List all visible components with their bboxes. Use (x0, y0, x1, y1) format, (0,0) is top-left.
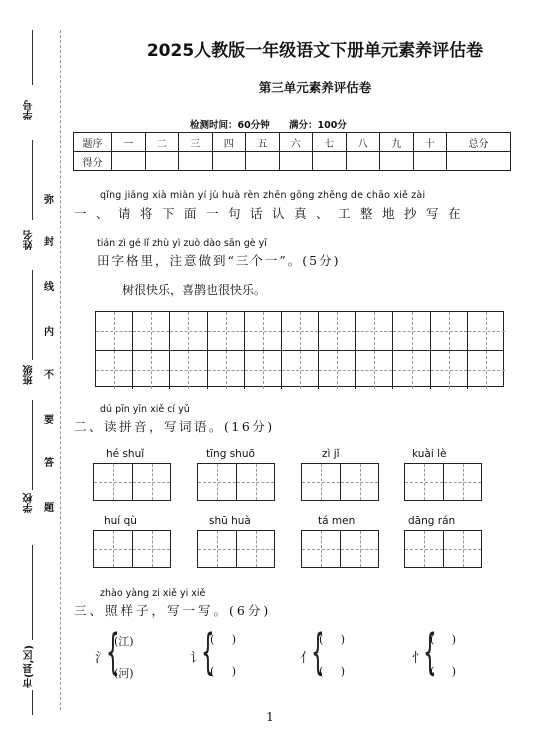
score-row-label: 得分 (74, 152, 112, 171)
seal-char: 要 (44, 410, 54, 427)
score-header-cell: 五 (246, 133, 280, 152)
label-name: 姓名 (24, 230, 35, 250)
writing-grid-cell[interactable] (96, 351, 133, 389)
q1-instruction-line1: 一、请将下面一句话认真、工整地抄写在 (74, 206, 471, 221)
answer-blank[interactable]: ( ) (210, 633, 237, 646)
score-header-cell: 八 (346, 133, 380, 152)
score-header-cell: 一 (112, 133, 146, 152)
score-cell[interactable] (279, 152, 313, 171)
writing-grid-cell[interactable] (133, 351, 170, 389)
writing-grid-row (96, 312, 503, 350)
q1-pinyin-line1: qǐng jiāng xià miàn yí jù huà rèn zhēn gōng zhěng de chāo xiě zài (100, 190, 426, 201)
writing-grid-cell[interactable] (245, 312, 282, 350)
example-word: (江) (114, 635, 134, 648)
binding-line (32, 400, 33, 490)
score-header-cell: 题序 (74, 133, 112, 152)
radical: 氵 (95, 651, 109, 666)
word-answer-box[interactable] (93, 463, 171, 501)
writing-grid-row (96, 350, 503, 388)
score-cell[interactable] (179, 152, 213, 171)
seal-char: 内 (44, 322, 54, 339)
score-cell[interactable] (447, 152, 511, 171)
writing-grid-cell[interactable] (170, 351, 207, 389)
answer-blank[interactable]: ( ) (210, 665, 237, 678)
q1-pinyin-line2: tián zì gé lǐ zhù yì zuò dào sān gè yī (97, 238, 267, 249)
score-cell[interactable] (246, 152, 280, 171)
brace: { (106, 624, 120, 680)
score-header-cell: 九 (380, 133, 414, 152)
binding-strip (0, 0, 90, 733)
radical: 亻 (300, 651, 314, 666)
writing-grid-cell[interactable] (468, 351, 505, 389)
q3-pinyin: zhào yàng zi xiě yi xiě (100, 588, 206, 599)
answer-blank[interactable]: ( ) (319, 665, 346, 678)
writing-grid-cell[interactable] (282, 351, 319, 389)
brace: { (201, 624, 215, 680)
example-word: (河) (114, 667, 134, 680)
binding-line (32, 270, 33, 360)
q1-sentence: 树很快乐，喜鹊也很快乐。 (122, 283, 267, 297)
writing-grid-cell[interactable] (319, 351, 356, 389)
score-table-header-row (74, 133, 511, 152)
page-number: 1 (266, 710, 274, 724)
score-table-score-row (74, 152, 511, 171)
writing-grid[interactable] (95, 311, 504, 387)
score-header-cell: 三 (179, 133, 213, 152)
word-pinyin: tīng shuō (206, 448, 255, 460)
word-pinyin: hé shuǐ (106, 448, 145, 460)
binding-line (32, 30, 33, 85)
word-answer-box[interactable] (404, 463, 482, 501)
answer-blank[interactable]: ( ) (430, 665, 457, 678)
writing-grid-cell[interactable] (468, 312, 505, 350)
page-subtitle: 第三单元素养评估卷 (258, 80, 372, 95)
word-answer-box[interactable] (301, 463, 379, 501)
seal-line (60, 30, 61, 710)
score-cell[interactable] (380, 152, 414, 171)
word-pinyin: huí qù (104, 515, 137, 527)
writing-grid-cell[interactable] (431, 351, 468, 389)
seal-char: 弥 (44, 190, 54, 207)
score-header-cell: 四 (212, 133, 246, 152)
word-pinyin: kuài lè (412, 448, 447, 460)
writing-grid-cell[interactable] (356, 312, 393, 350)
answer-blank[interactable]: ( ) (319, 633, 346, 646)
word-answer-box[interactable] (197, 463, 275, 501)
brace: { (423, 624, 437, 680)
brace: { (311, 624, 325, 680)
score-header-cell: 六 (279, 133, 313, 152)
seal-char: 题 (44, 498, 54, 515)
q3-instruction: 三、照样子，写一写。(6分) (74, 603, 272, 618)
answer-blank[interactable]: ( ) (430, 633, 457, 646)
score-header-cell: 十 (413, 133, 447, 152)
score-header-cell: 七 (313, 133, 347, 152)
writing-grid-cell[interactable] (282, 312, 319, 350)
seal-char: 答 (44, 453, 54, 470)
radical: 讠 (190, 651, 204, 666)
exam-meta (190, 117, 363, 131)
score-header-cell: 二 (145, 133, 179, 152)
score-cell[interactable] (346, 152, 380, 171)
writing-grid-cell[interactable] (431, 312, 468, 350)
writing-grid-cell[interactable] (393, 351, 430, 389)
label-school: 学校 (24, 493, 35, 513)
seal-char: 封 (44, 232, 54, 249)
radical: 忄 (412, 651, 426, 666)
word-pinyin: zì jǐ (322, 448, 340, 460)
writing-grid-cell[interactable] (208, 312, 245, 350)
word-answer-box[interactable] (404, 530, 482, 568)
word-answer-box[interactable] (93, 530, 171, 568)
writing-grid-cell[interactable] (245, 351, 282, 389)
label-student-id: 学号 (24, 100, 35, 120)
score-table (73, 132, 511, 171)
word-answer-box[interactable] (301, 530, 379, 568)
writing-grid-cell[interactable] (319, 312, 356, 350)
q2-instruction: 二、读拼音，写词语。(16分) (74, 419, 275, 434)
score-header-cell: 总分 (447, 133, 511, 152)
writing-grid-cell[interactable] (356, 351, 393, 389)
seal-char: 线 (44, 277, 54, 294)
exam-full-score: 满分：100分 (289, 120, 347, 131)
exam-time: 检测时间：60分钟 (190, 120, 270, 131)
writing-grid-cell[interactable] (393, 312, 430, 350)
writing-grid-cell[interactable] (96, 312, 133, 350)
writing-grid-cell[interactable] (208, 351, 245, 389)
word-answer-box[interactable] (197, 530, 275, 568)
q1-instruction-line2: 田字格里，注意做到“三个一”。(5分) (97, 253, 341, 268)
writing-grid-cell[interactable] (133, 312, 170, 350)
word-pinyin: dāng rán (408, 515, 456, 527)
writing-grid-cell[interactable] (170, 312, 207, 350)
word-pinyin: tá men (318, 515, 356, 527)
q2-pinyin: dú pīn yīn xiě cí yǔ (100, 404, 190, 415)
score-cell[interactable] (112, 152, 146, 171)
binding-line (32, 140, 33, 220)
binding-line (32, 545, 33, 640)
score-cell[interactable] (145, 152, 179, 171)
label-city: 市(县,区) (24, 645, 35, 688)
label-class: 班级 (24, 365, 35, 385)
score-cell[interactable] (313, 152, 347, 171)
seal-char: 不 (44, 365, 54, 382)
page-title: 2025人教版一年级语文下册单元素养评估卷 (146, 41, 484, 61)
score-cell[interactable] (413, 152, 447, 171)
score-cell[interactable] (212, 152, 246, 171)
word-pinyin: shū huà (209, 515, 251, 527)
